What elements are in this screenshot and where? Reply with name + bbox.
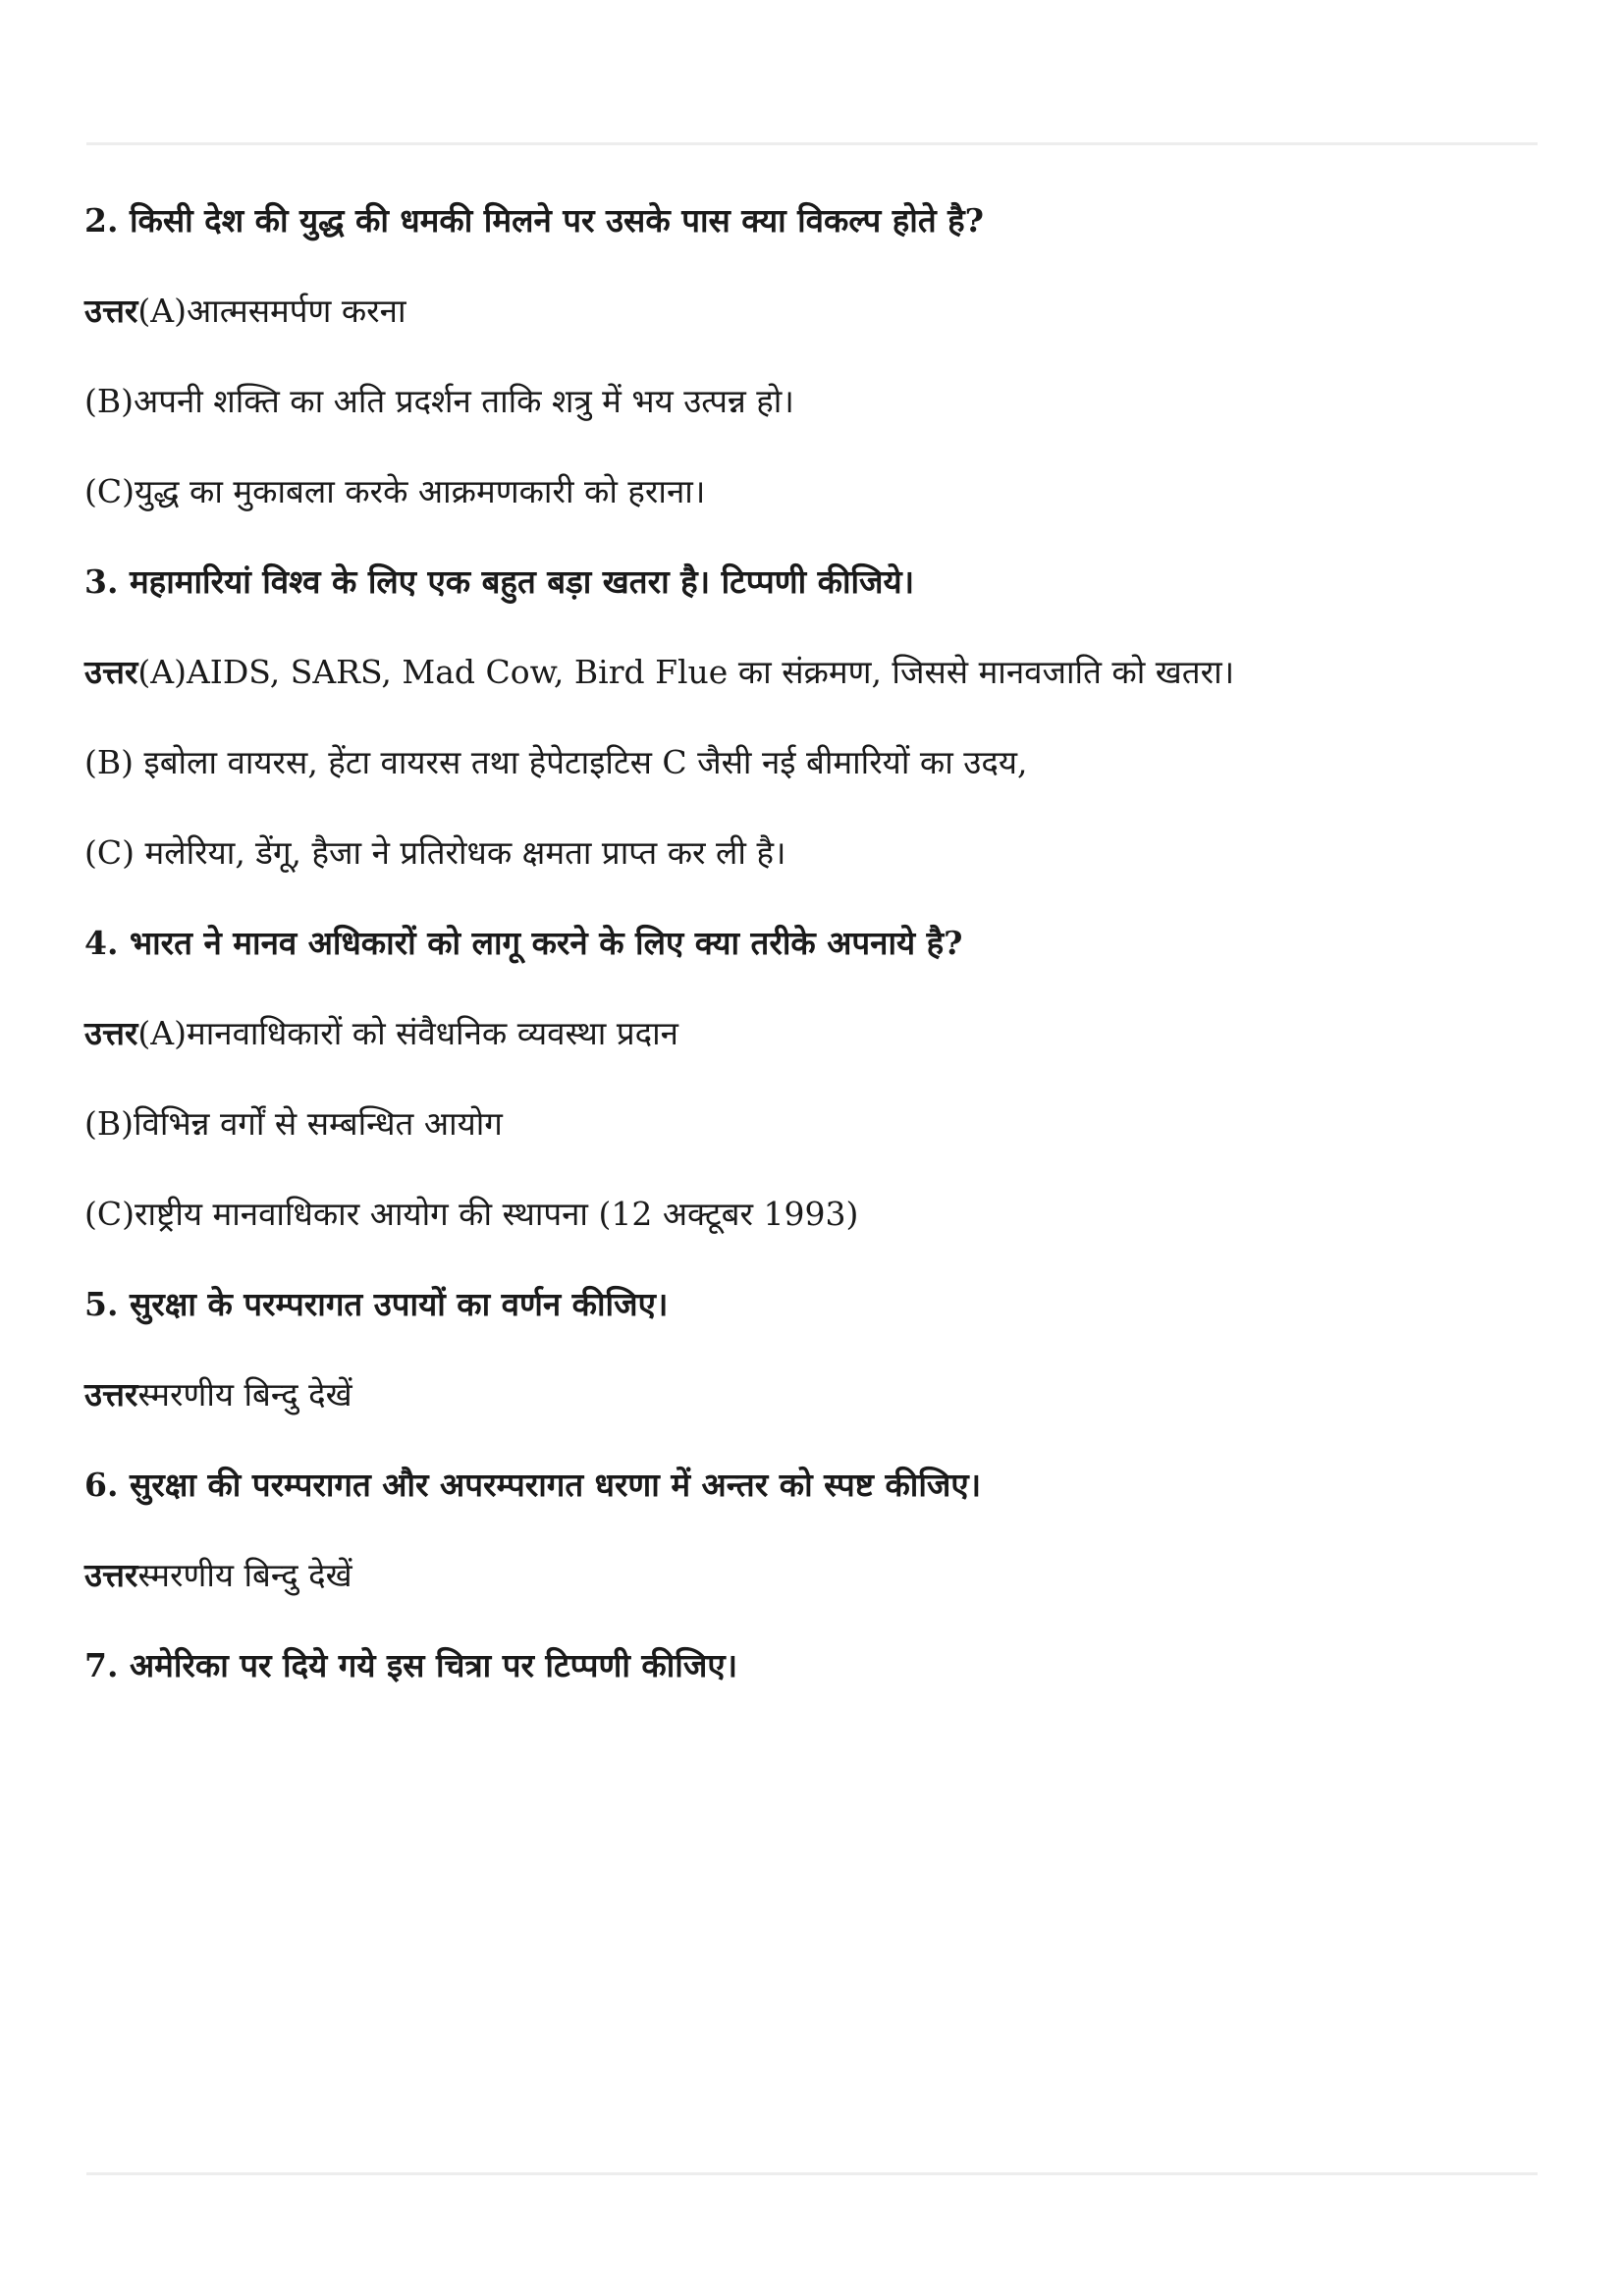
- question-7: 7. अमेरिका पर दिये गये इस चित्रा पर टिप्पणी कीजिए।: [84, 1646, 738, 1684]
- answer-text: स्मरणीय बिन्दु देखें: [137, 1375, 352, 1414]
- question-2: 2. किसी देश की युद्ध की धमकी मिलने पर उसके पास क्या विकल्प होते है?: [84, 201, 984, 240]
- answer-3b: (B) इबोला वायरस, हेंटा वायरस तथा हेपेटाइटिस C जैसी नई बीमारियों का उदय,: [84, 743, 1028, 781]
- answer-label: उत्तर: [84, 1014, 138, 1052]
- answer-3c: (C) मलेरिया, डेंगू, हैजा ने प्रतिरोधक क्षमता प्राप्त कर ली है।: [84, 833, 786, 872]
- answer-4a: [84, 1014, 1538, 1053]
- top-divider: [86, 142, 1538, 145]
- answer-text: (A)मानवाधिकारों को संवैधनिक व्यवस्था प्रदान: [137, 1014, 678, 1052]
- answer-4c: (C)राष्ट्रीय मानवाधिकार आयोग की स्थापना (12 अक्टूबर 1993): [84, 1195, 859, 1233]
- answer-label: उत्तर: [84, 292, 138, 330]
- question-6: 6. सुरक्षा की परम्परागत और अपरम्परागत धरणा में अन्तर को स्पष्ट कीजिए।: [84, 1466, 982, 1504]
- question-5: 5. सुरक्षा के परम्परागत उपायों का वर्णन कीजिए।: [84, 1285, 669, 1323]
- answer-3a: [84, 653, 1538, 692]
- answer-4b: (B)विभिन्न वर्गों से सम्बन्धित आयोग: [84, 1104, 503, 1143]
- answer-text: स्मरणीय बिन्दु देखें: [137, 1556, 352, 1594]
- answer-2a: [84, 292, 1538, 331]
- answer-text: (A)आत्मसमर्पण करना: [137, 292, 406, 330]
- document-body: [84, 201, 1538, 1736]
- answer-5: [84, 1375, 1538, 1415]
- question-4: 4. भारत ने मानव अधिकारों को लागू करने के लिए क्या तरीके अपनाये है?: [84, 924, 963, 962]
- answer-label: उत्तर: [84, 1556, 138, 1594]
- bottom-divider: [86, 2172, 1538, 2175]
- answer-label: उत्तर: [84, 653, 138, 691]
- answer-label: उत्तर: [84, 1375, 138, 1414]
- answer-2c: (C)युद्ध का मुकाबला करके आक्रमणकारी को हराना।: [84, 472, 706, 510]
- answer-6: [84, 1556, 1538, 1595]
- question-3: 3. महामारियां विश्व के लिए एक बहुत बड़ा खतरा है। टिप्पणी कीजिये।: [84, 562, 915, 601]
- answer-2b: (B)अपनी शक्ति का अति प्रदर्शन ताकि शत्रु में भय उत्पन्न हो।: [84, 382, 794, 420]
- answer-text: (A)AIDS, SARS, Mad Cow, Bird Flue का संक्रमण, जिससे मानवजाति को खतरा।: [137, 653, 1235, 691]
